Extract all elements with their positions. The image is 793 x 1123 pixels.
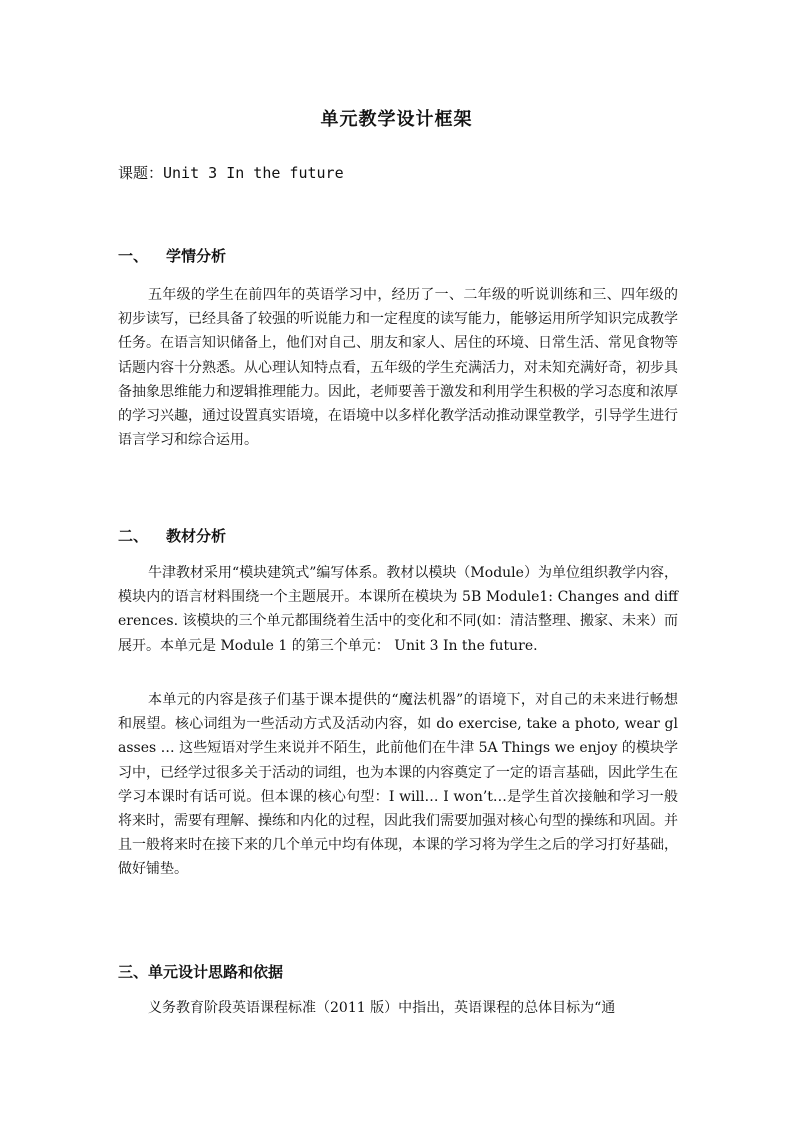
paragraph: 五年级的学生在前四年的英语学习中，经历了一、二年级的听说训练和三、四年级的初步读写，已经具备了较强的听说能力和一定程度的读写能力，能够运用所学知识完成教学任务。在语言知识储备上，他们对自己、朋友和家人、居住的环境、日常生活、常见食物等话题内容十分熟悉。从心理认知特点看，五年级的学生充满活力，对未知充满好奇，初步具备抽象思维能力和逻辑推理能力。因此，老师要善于激发和利用学生积极的学习态度和浓厚的学习兴趣，通过设置真实语境，在语境中以多样化教学活动推动课堂教学，引导学生进行语言学习和综合运用。 (118, 287, 678, 449)
paragraph: 义务教育阶段英语课程标准（2011 版）中指出，英语课程的总体目标为“通 (148, 1000, 616, 1016)
section-number: 二、 (118, 527, 149, 545)
paragraph: 牛津教材采用“模块建筑式”编写体系。教材以模块（Module）为单位组织教学内容，模块内的语言材料围绕一个主题展开。本课所在模块为 5B Module1: Changes and differences. 该模块的三个单元都围绕着生活中的变化和不同(如：清洁整理、搬家、未来）而展开。本单元是 Module 1 的第三个单元： Unit 3 In the future. (118, 565, 678, 654)
section-number: 一、 (118, 247, 149, 265)
page-title: 单元教学设计框架 (320, 109, 473, 130)
section-number: 三、 (118, 963, 149, 981)
section-title: 学情分析 (166, 247, 227, 265)
section-heading-2 (118, 525, 226, 546)
section-heading-3 (118, 961, 283, 982)
paragraph: 本单元的内容是孩子们基于课本提供的“魔法机器”的语境下，对自己的未来进行畅想和展望。核心词组为一些活动方式及活动内容，如 do exercise, take a photo, wear glasses … 这些短语对学生来说并不陌生，此前他们在牛津 5A Things we enjoy 的模块学习中，已经学过很多关于活动的词组，也为本课的内容奠定了一定的语言基础，因此学生在学习本课时有话可说。但本课的核心句型：I will… I won’t…是学生首次接触和学习一般将来时，需要有理解、操练和内化的过程，因此我们需要加强对核心句型的操练和巩固。并且一般将来时在接下来的几个单元中均有体现，本课的学习将为学生之后的学习打好基础，做好铺垫。 (118, 692, 678, 878)
section-title: 单元设计思路和依据 (148, 963, 284, 981)
section-title: 教材分析 (166, 527, 227, 545)
lesson-subject: 课题：Unit 3 In the future (118, 164, 344, 182)
section-heading-1 (118, 245, 226, 266)
